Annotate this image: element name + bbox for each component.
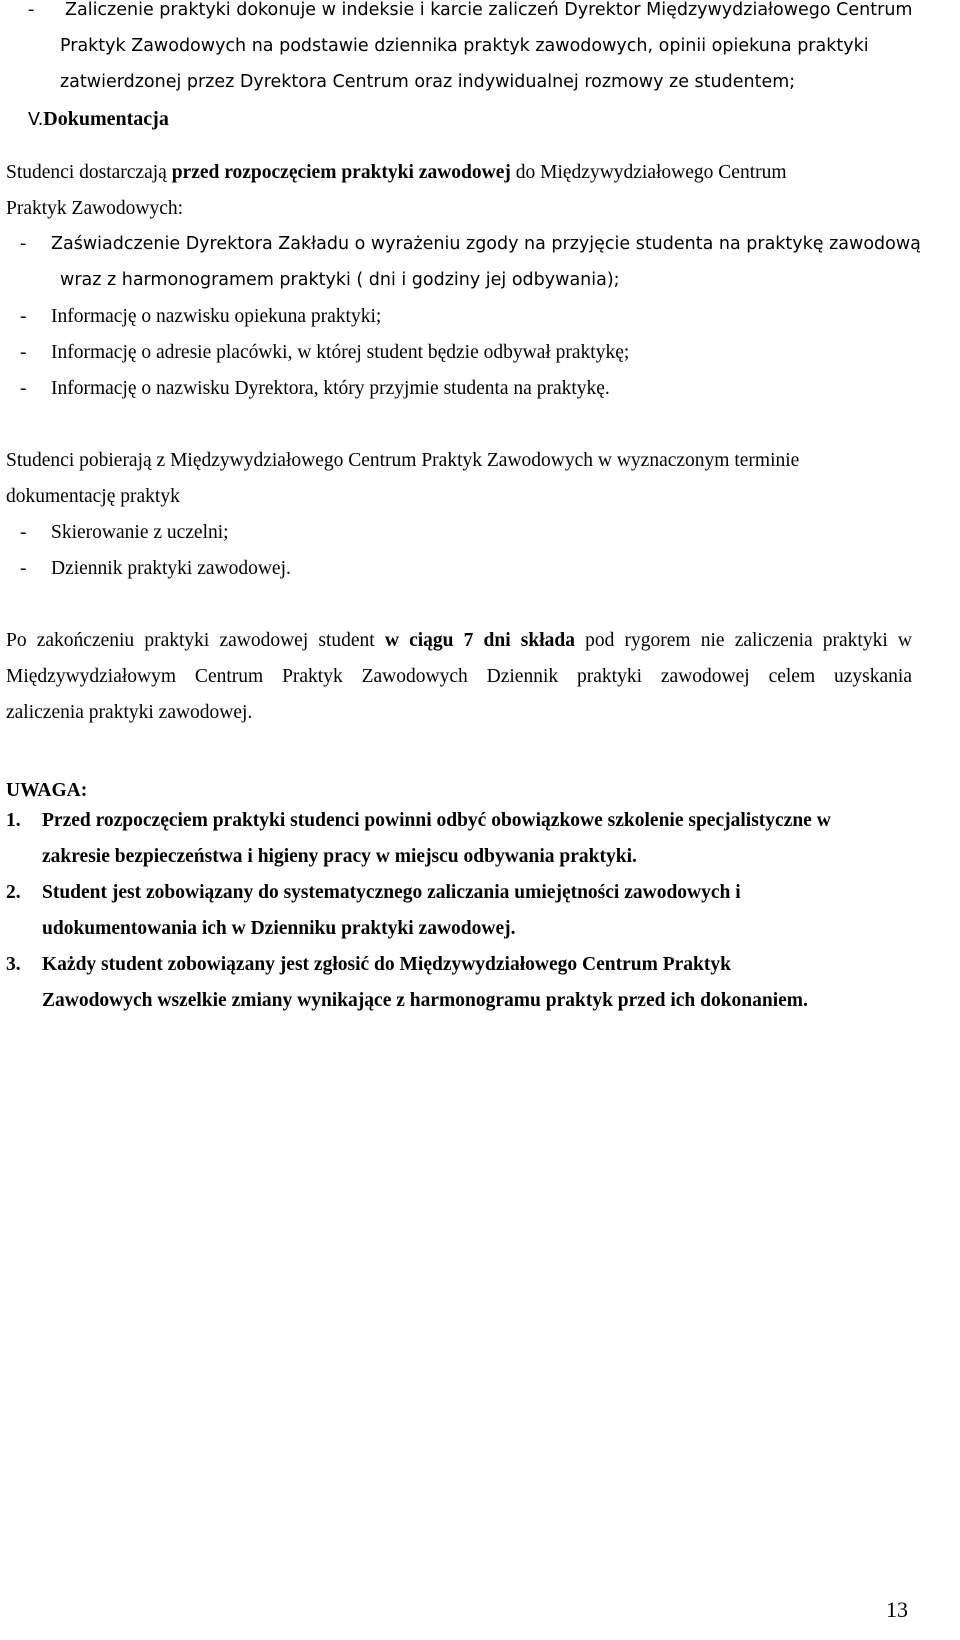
list-item-line: Informację o nazwisku Dyrektora, który przyjmie studenta na praktykę. bbox=[51, 378, 610, 399]
notice-line: Przed rozpoczęciem praktyki studenci powinni odbyć obowiązkowe szkolenie specjalistyczne w bbox=[42, 810, 831, 831]
paragraph-line bbox=[6, 162, 787, 184]
paragraph-line: Studenci pobierają z Międzywydziałowego Centrum Praktyk Zawodowych w wyznaczonym terminie bbox=[6, 450, 800, 471]
list-item-line: Zaświadczenie Dyrektora Zakładu o wyrażeniu zgody na przyjęcie studenta na praktykę zawodową bbox=[51, 234, 921, 254]
list-dash: - bbox=[20, 378, 27, 399]
notice-line: Zawodowych wszelkie zmiany wynikające z harmonogramu praktyk przed ich dokonaniem. bbox=[42, 990, 808, 1011]
paragraph-line: zaliczenia praktyki zawodowej. bbox=[6, 702, 253, 723]
top-list-dash: - bbox=[28, 0, 35, 20]
emphasis-text: w ciągu 7 dni składa bbox=[384, 630, 575, 651]
list-dash: - bbox=[20, 234, 27, 254]
top-list-line: Praktyk Zawodowych na podstawie dziennika praktyk zawodowych, opinii opiekuna praktyki bbox=[60, 36, 869, 56]
notice-number: 3. bbox=[6, 954, 21, 975]
section-title: Dokumentacja bbox=[43, 108, 169, 130]
notice-number: 1. bbox=[6, 810, 21, 831]
notice-line: Student jest zobowiązany do systematycznego zaliczania umiejętności zawodowych i bbox=[42, 882, 741, 903]
notice-heading: UWAGA: bbox=[6, 780, 88, 801]
list-dash: - bbox=[20, 306, 27, 327]
paragraph-text: do Międzywydziałowego Centrum bbox=[510, 162, 787, 183]
list-item-line: Dziennik praktyki zawodowej. bbox=[51, 558, 291, 579]
list-item-line: Skierowanie z uczelni; bbox=[51, 522, 229, 543]
paragraph-line: dokumentację praktyk bbox=[6, 486, 180, 507]
paragraph-line: Praktyk Zawodowych: bbox=[6, 198, 184, 219]
list-item-line: Informację o nazwisku opiekuna praktyki; bbox=[51, 306, 382, 327]
list-item-line: Informację o adresie placówki, w której student będzie odbywał praktykę; bbox=[51, 342, 630, 363]
paragraph-text: pod rygorem nie zaliczenia praktyki w bbox=[575, 630, 912, 651]
section-heading bbox=[28, 108, 169, 131]
top-list-line: Zaliczenie praktyki dokonuje w indeksie i karcie zaliczeń Dyrektor Międzywydziałowego Centrum bbox=[65, 0, 913, 20]
emphasis-text: przed rozpoczęciem praktyki zawodowej bbox=[171, 162, 511, 183]
paragraph-text: Po zakończeniu praktyki zawodowej student bbox=[6, 630, 385, 651]
notice-line: udokumentowania ich w Dzienniku praktyki zawodowej. bbox=[42, 918, 516, 939]
paragraph-text: Studenci dostarczają bbox=[6, 162, 172, 183]
list-item-line: wraz z harmonogramem praktyki ( dni i godziny jej odbywania); bbox=[60, 270, 620, 290]
notice-line: zakresie bezpieczeństwa i higieny pracy w miejscu odbywania praktyki. bbox=[42, 846, 637, 867]
section-number: V. bbox=[28, 110, 44, 130]
paragraph-line: Międzywydziałowym Centrum Praktyk Zawodowych Dziennik praktyki zawodowej celem uzyskania bbox=[6, 666, 912, 687]
paragraph-line bbox=[6, 630, 912, 652]
page-number: 13 bbox=[886, 1597, 908, 1622]
top-list-line: zatwierdzonej przez Dyrektora Centrum oraz indywidualnej rozmowy ze studentem; bbox=[60, 72, 796, 92]
notice-line: Każdy student zobowiązany jest zgłosić do Międzywydziałowego Centrum Praktyk bbox=[42, 954, 731, 975]
list-dash: - bbox=[20, 558, 27, 579]
notice-number: 2. bbox=[6, 882, 21, 903]
list-dash: - bbox=[20, 522, 27, 543]
list-dash: - bbox=[20, 342, 27, 363]
